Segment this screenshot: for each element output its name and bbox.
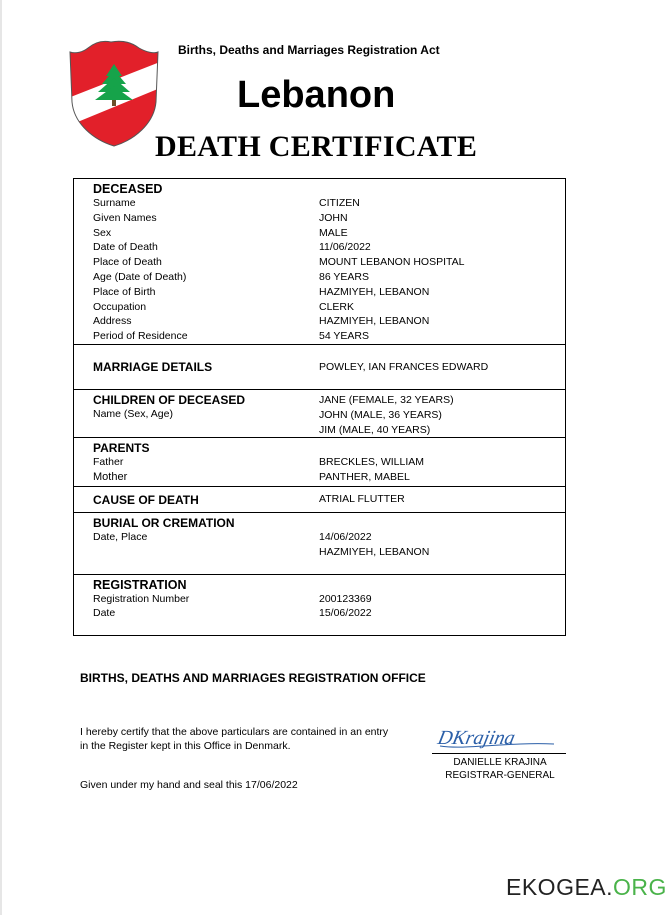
deceased-label: Date of Death [93,241,158,254]
lebanon-emblem-icon [68,40,160,148]
deceased-value: CLERK [319,300,355,313]
registration-number-label: Registration Number [93,593,190,606]
deceased-value: 11/06/2022 [319,241,371,254]
deceased-label: Occupation [93,300,147,313]
mother-value: PANTHER, MABEL [319,471,410,484]
office-heading: BIRTHS, DEATHS AND MARRIAGES REGISTRATION OFFICE [80,671,426,685]
child-value: JOHN (MALE, 36 YEARS) [319,408,442,421]
registration-heading: REGISTRATION [93,578,187,593]
deceased-section [74,179,566,345]
deceased-label: Age (Date of Death) [93,270,187,283]
cause-value: ATRIAL FLUTTER [319,493,405,506]
registration-number-value: 200123369 [319,593,372,606]
registration-date-value: 15/06/2022 [319,607,372,620]
marriage-section [74,344,566,389]
burial-section [74,513,566,575]
parents-heading: PARENTS [93,441,150,456]
page-edge [0,0,2,915]
registrar-block [432,756,568,782]
act-title: Births, Deaths and Marriages Registration Act [178,43,440,57]
deceased-value: HAZMIYEH, LEBANON [319,285,430,298]
certify-line: I hereby certify that the above particulars are contained in an entry [80,726,389,738]
deceased-label: Surname [93,197,136,209]
deceased-label: Period of Residence [93,330,188,343]
mother-label: Mother [93,471,128,484]
country-title: Lebanon [237,74,396,116]
parents-section [74,438,566,487]
given-statement: Given under my hand and seal this 17/06/2022 [80,779,298,791]
deceased-label: Address [93,315,132,328]
watermark-part1: EKOGEA. [506,874,614,900]
deceased-value: MALE [319,226,348,239]
certificate-table [73,178,566,636]
certification-text [80,725,425,753]
marriage-heading: MARRIAGE DETAILS [93,359,213,374]
deceased-heading: DECEASED [93,182,163,196]
deceased-label: Sex [93,226,112,239]
certify-line: in the Register kept in this Office in Denmark. [80,740,291,752]
registrar-name: DANIELLE KRAJINA [453,757,547,768]
cause-heading: CAUSE OF DEATH [93,492,199,507]
registrar-title: REGISTRAR-GENERAL [445,770,555,781]
child-value: JANE (FEMALE, 32 YEARS) [319,393,454,406]
deceased-label: Given Names [93,211,157,224]
child-value: JIM (MALE, 40 YEARS) [319,423,431,436]
children-section [74,389,566,437]
registration-date-label: Date [93,607,116,620]
deceased-value: HAZMIYEH, LEBANON [319,315,430,328]
cause-section [74,487,566,513]
children-heading: CHILDREN OF DECEASED [93,392,246,407]
deceased-value: MOUNT LEBANON HOSPITAL [319,256,465,269]
signature-line [432,753,566,754]
burial-date: 14/06/2022 [319,531,372,544]
deceased-label: Place of Death [93,256,162,269]
signature-text: DKrajina [435,727,518,749]
deceased-value: CITIZEN [319,197,360,209]
marriage-value: POWLEY, IAN FRANCES EDWARD [319,360,489,373]
father-value: BRECKLES, WILLIAM [319,456,425,469]
signature-icon [436,720,562,752]
deceased-value: 86 YEARS [319,270,370,283]
watermark-part2: ORG [613,874,667,900]
deceased-value: JOHN [319,211,348,224]
deceased-value: 54 YEARS [319,330,370,343]
burial-place: HAZMIYEH, LEBANON [319,546,430,559]
burial-label: Date, Place [93,531,148,544]
children-label: Name (Sex, Age) [93,407,173,420]
document-title: DEATH CERTIFICATE [155,130,478,163]
registration-section [74,575,566,636]
watermark [506,874,667,901]
deceased-label: Place of Birth [93,285,156,298]
father-label: Father [93,456,124,469]
burial-heading: BURIAL OR CREMATION [93,516,235,531]
